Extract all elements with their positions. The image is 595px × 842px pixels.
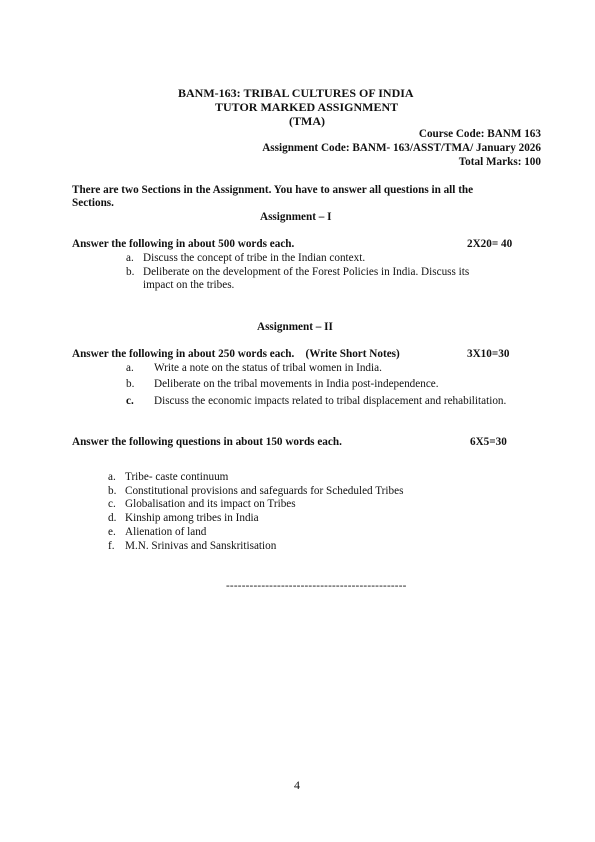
list-marker: b.	[126, 266, 135, 278]
title-line-1: BANM-163: TRIBAL CULTURES OF INDIA	[178, 86, 414, 100]
list-item-text: Kinship among tribes in India	[125, 512, 259, 524]
section-2-instruction: Answer the following in about 250 words each. (Write Short Notes)	[72, 348, 400, 360]
list-item	[126, 378, 439, 390]
list-item-text: Tribe- caste continuum	[125, 471, 229, 483]
section-3-marks: 6X5=30	[470, 436, 507, 448]
list-marker: a.	[108, 471, 116, 483]
list-item-text: Constitutional provisions and safeguards for Scheduled Tribes	[125, 485, 404, 497]
instruction-line-1: There are two Sections in the Assignment. You have to answer all questions in all the	[72, 184, 474, 196]
list-marker: b.	[108, 485, 117, 497]
list-item	[108, 540, 276, 552]
instruction-line-2: Sections.	[72, 197, 114, 209]
list-item	[126, 362, 382, 374]
total-marks: Total Marks: 100	[458, 156, 541, 168]
section-1-instruction: Answer the following in about 500 words each.	[72, 238, 295, 250]
list-item-text: Discuss the economic impacts related to tribal displacement and rehabilitation.	[154, 395, 507, 407]
list-marker: c.	[126, 395, 134, 407]
list-marker: e.	[108, 526, 116, 538]
list-item	[108, 512, 259, 524]
list-item-text: Discuss the concept of tribe in the Indian context.	[143, 252, 366, 264]
list-item	[108, 498, 296, 510]
course-code: Course Code: BANM 163	[418, 128, 541, 140]
section-2-heading: Assignment – II	[257, 321, 333, 333]
title-line-3: (TMA)	[289, 114, 325, 128]
list-item	[126, 266, 469, 278]
list-item-text: Deliberate on the tribal movements in India post-independence.	[154, 378, 439, 390]
list-item-text: Alienation of land	[125, 526, 207, 538]
list-item-continuation: impact on the tribes.	[143, 279, 235, 291]
list-item	[108, 526, 206, 538]
section-3-instruction: Answer the following questions in about 150 words each.	[72, 436, 342, 448]
list-marker: d.	[108, 512, 117, 524]
list-item-text: M.N. Srinivas and Sanskritisation	[125, 540, 277, 552]
list-marker: a.	[126, 362, 134, 374]
page-number: 4	[294, 778, 300, 792]
assignment-code: Assignment Code: BANM- 163/ASST/TMA/ January 2026	[262, 142, 541, 154]
list-item-text: Globalisation and its impact on Tribes	[125, 498, 296, 510]
list-item	[126, 252, 365, 264]
list-item	[126, 395, 506, 407]
list-item-text: Deliberate on the development of the Forest Policies in India. Discuss its	[143, 266, 470, 278]
list-marker: a.	[126, 252, 134, 264]
list-marker: b.	[126, 378, 135, 390]
divider-line: ----------------------------------------------	[226, 580, 407, 592]
list-marker: c.	[108, 498, 116, 510]
list-item	[108, 471, 228, 483]
section-1-heading: Assignment – I	[260, 211, 332, 223]
list-marker: f.	[108, 540, 115, 552]
list-item-text: Write a note on the status of tribal women in India.	[154, 362, 382, 374]
section-2-marks: 3X10=30	[467, 348, 510, 360]
section-1-marks: 2X20= 40	[467, 238, 513, 250]
title-line-2: TUTOR MARKED ASSIGNMENT	[215, 100, 399, 114]
list-item	[108, 485, 403, 497]
